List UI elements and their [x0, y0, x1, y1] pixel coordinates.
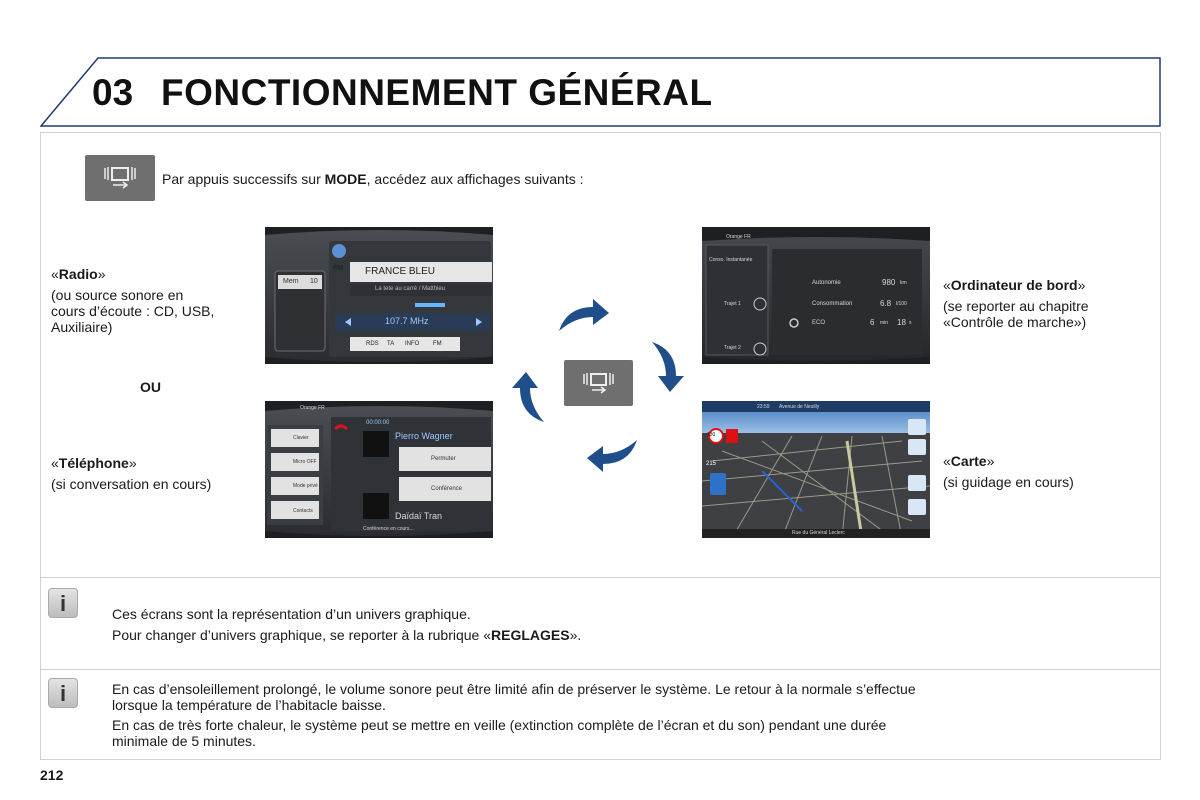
radio-desc-line: cours d’écoute : CD, USB,: [51, 303, 215, 319]
curved-arrow-icon: [506, 370, 548, 426]
map-distance: 215: [706, 461, 717, 467]
curved-arrow-icon: [648, 338, 690, 394]
radio-label: [51, 266, 214, 335]
map-screen: [702, 401, 930, 538]
radio-title: Radio: [58, 266, 98, 282]
intro-prefix: Par appuis successifs sur: [162, 171, 325, 187]
map-time: 23:59: [757, 404, 770, 410]
eco-seconds-unit: s: [909, 320, 912, 326]
radio-frequency: 107.7 MHz: [385, 316, 429, 326]
quote-close: »: [1077, 277, 1086, 293]
caller-name: Pierro Wagner: [395, 431, 453, 441]
trip-computer-label: [943, 277, 1089, 330]
trip-computer-desc-line: «Contrôle de marche»): [943, 314, 1087, 330]
map-speed-limit: 130: [707, 432, 716, 438]
map-current-street: Avenue de Neuilly: [779, 404, 820, 410]
trip-2: Trajet 2: [724, 345, 741, 351]
mode-display-icon: [85, 155, 155, 201]
consumption-label: Consommation: [812, 301, 853, 307]
phone-network: Orange FR: [300, 405, 325, 411]
radio-option: TA: [387, 341, 395, 347]
trip-screen-graphic: [702, 227, 930, 364]
radio-station-name: FRANCE BLEU: [365, 266, 436, 277]
phone-action-conference: Conférence: [431, 486, 463, 492]
divider: [40, 669, 1161, 670]
phone-menu-item: Mode privé: [293, 483, 318, 489]
radio-screen-graphic: [265, 227, 493, 364]
radio-memory-label: Mem: [283, 278, 299, 285]
eco-seconds: 18: [897, 318, 906, 327]
quote-open: «: [51, 266, 59, 282]
eco-minutes-unit: min: [880, 320, 889, 326]
eco-minutes: 6: [870, 318, 875, 327]
chapter-header: [40, 57, 1161, 127]
trip-1: Trajet 1: [724, 301, 741, 307]
quote-open: «: [51, 455, 59, 471]
radio-band: FM: [333, 265, 344, 272]
note-line: lorsque la température de l’habitacle baisse.: [112, 697, 386, 713]
phone-menu-item: Clavier: [293, 435, 309, 441]
mode-button[interactable]: [85, 155, 155, 201]
divider: [40, 577, 1161, 578]
mode-display-icon: [564, 360, 633, 406]
curved-arrow-icon: [555, 293, 611, 335]
quote-open: «: [943, 453, 951, 469]
telephone-label: [51, 455, 211, 492]
radio-memory-number: 10: [310, 278, 318, 285]
note-keyword: REGLAGES: [491, 627, 570, 643]
conference-status: Conférence en cours...: [363, 526, 414, 532]
note-graphic-universe: [112, 606, 581, 643]
radio-option: INFO: [405, 341, 420, 347]
intro-suffix: , accédez aux affichages suivants :: [366, 171, 584, 187]
chapter-title: FONCTIONNEMENT GÉNÉRAL: [161, 72, 713, 113]
autonomy-value: 980: [882, 278, 896, 287]
info-icon: i: [48, 678, 78, 708]
curved-arrow-icon: [585, 436, 641, 478]
trip-computer-title: Ordinateur de bord: [950, 277, 1078, 293]
trip-computer-screen: [702, 227, 930, 364]
phone-menu-item: Micro OFF: [293, 459, 317, 465]
trip-computer-desc-line: (se reporter au chapitre: [943, 298, 1089, 314]
map-label: [943, 453, 1074, 490]
note-line: Ces écrans sont la représentation d’un univers graphique.: [112, 606, 471, 622]
note-line: En cas de très forte chaleur, le système peut se mettre en veille (extinction complète de l’écran et du son) pendant une durée: [112, 717, 887, 733]
eco-label: ECO: [812, 320, 826, 326]
consumption-value: 6.8: [880, 299, 892, 308]
chapter-number: 03: [92, 72, 134, 113]
quote-close: »: [128, 455, 137, 471]
radio-option: RDS: [366, 341, 379, 347]
radio-option: FM: [433, 341, 442, 347]
map-title: Carte: [950, 453, 987, 469]
phone-menu-item: Contacts: [293, 508, 313, 514]
quote-close: »: [97, 266, 106, 282]
page-number: 212: [40, 767, 64, 783]
radio-desc-line: Auxiliaire): [51, 319, 113, 335]
telephone-desc-line: (si conversation en cours): [51, 476, 212, 492]
mode-keyword: MODE: [324, 171, 367, 187]
note-line: minimale de 5 minutes.: [112, 733, 256, 749]
quote-open: «: [943, 277, 951, 293]
radio-rds-text: La tete au carré / Matthieu: [375, 286, 446, 292]
intro-text: [162, 171, 584, 187]
radio-desc-line: (ou source sonore en: [51, 287, 184, 303]
second-caller-name: Daïdaï Tran: [395, 511, 443, 521]
consumption-unit: l/100: [896, 301, 907, 307]
trip-tab: Conso. Instantanée: [709, 257, 753, 263]
map-next-street: Rue du Général Leclerc: [792, 530, 845, 536]
or-separator: OU: [140, 379, 161, 395]
note-text: Pour changer d’univers graphique, se reporter à la rubrique «: [112, 627, 492, 643]
note-line: [112, 627, 581, 643]
note-text: ».: [569, 627, 582, 643]
quote-close: »: [986, 453, 995, 469]
trip-network: Orange FR: [726, 234, 751, 240]
mode-button-center[interactable]: [564, 360, 633, 406]
autonomy-unit: km: [900, 280, 907, 286]
map-graphic: [702, 401, 930, 538]
radio-screen: [265, 227, 493, 364]
note-line: En cas d’ensoleillement prolongé, le volume sonore peut être limité afin de préserver le système. Le retour à la normale s’effectue: [112, 681, 916, 697]
telephone-screen: [265, 401, 493, 538]
telephone-title: Téléphone: [58, 455, 129, 471]
map-desc-line: (si guidage en cours): [943, 474, 1074, 490]
call-timer: 00:00:00: [366, 420, 390, 426]
phone-action-permute: Permuter: [431, 456, 456, 462]
note-temperature: [112, 681, 916, 749]
autonomy-label: Autonomie: [812, 280, 841, 286]
info-icon: i: [48, 588, 78, 618]
